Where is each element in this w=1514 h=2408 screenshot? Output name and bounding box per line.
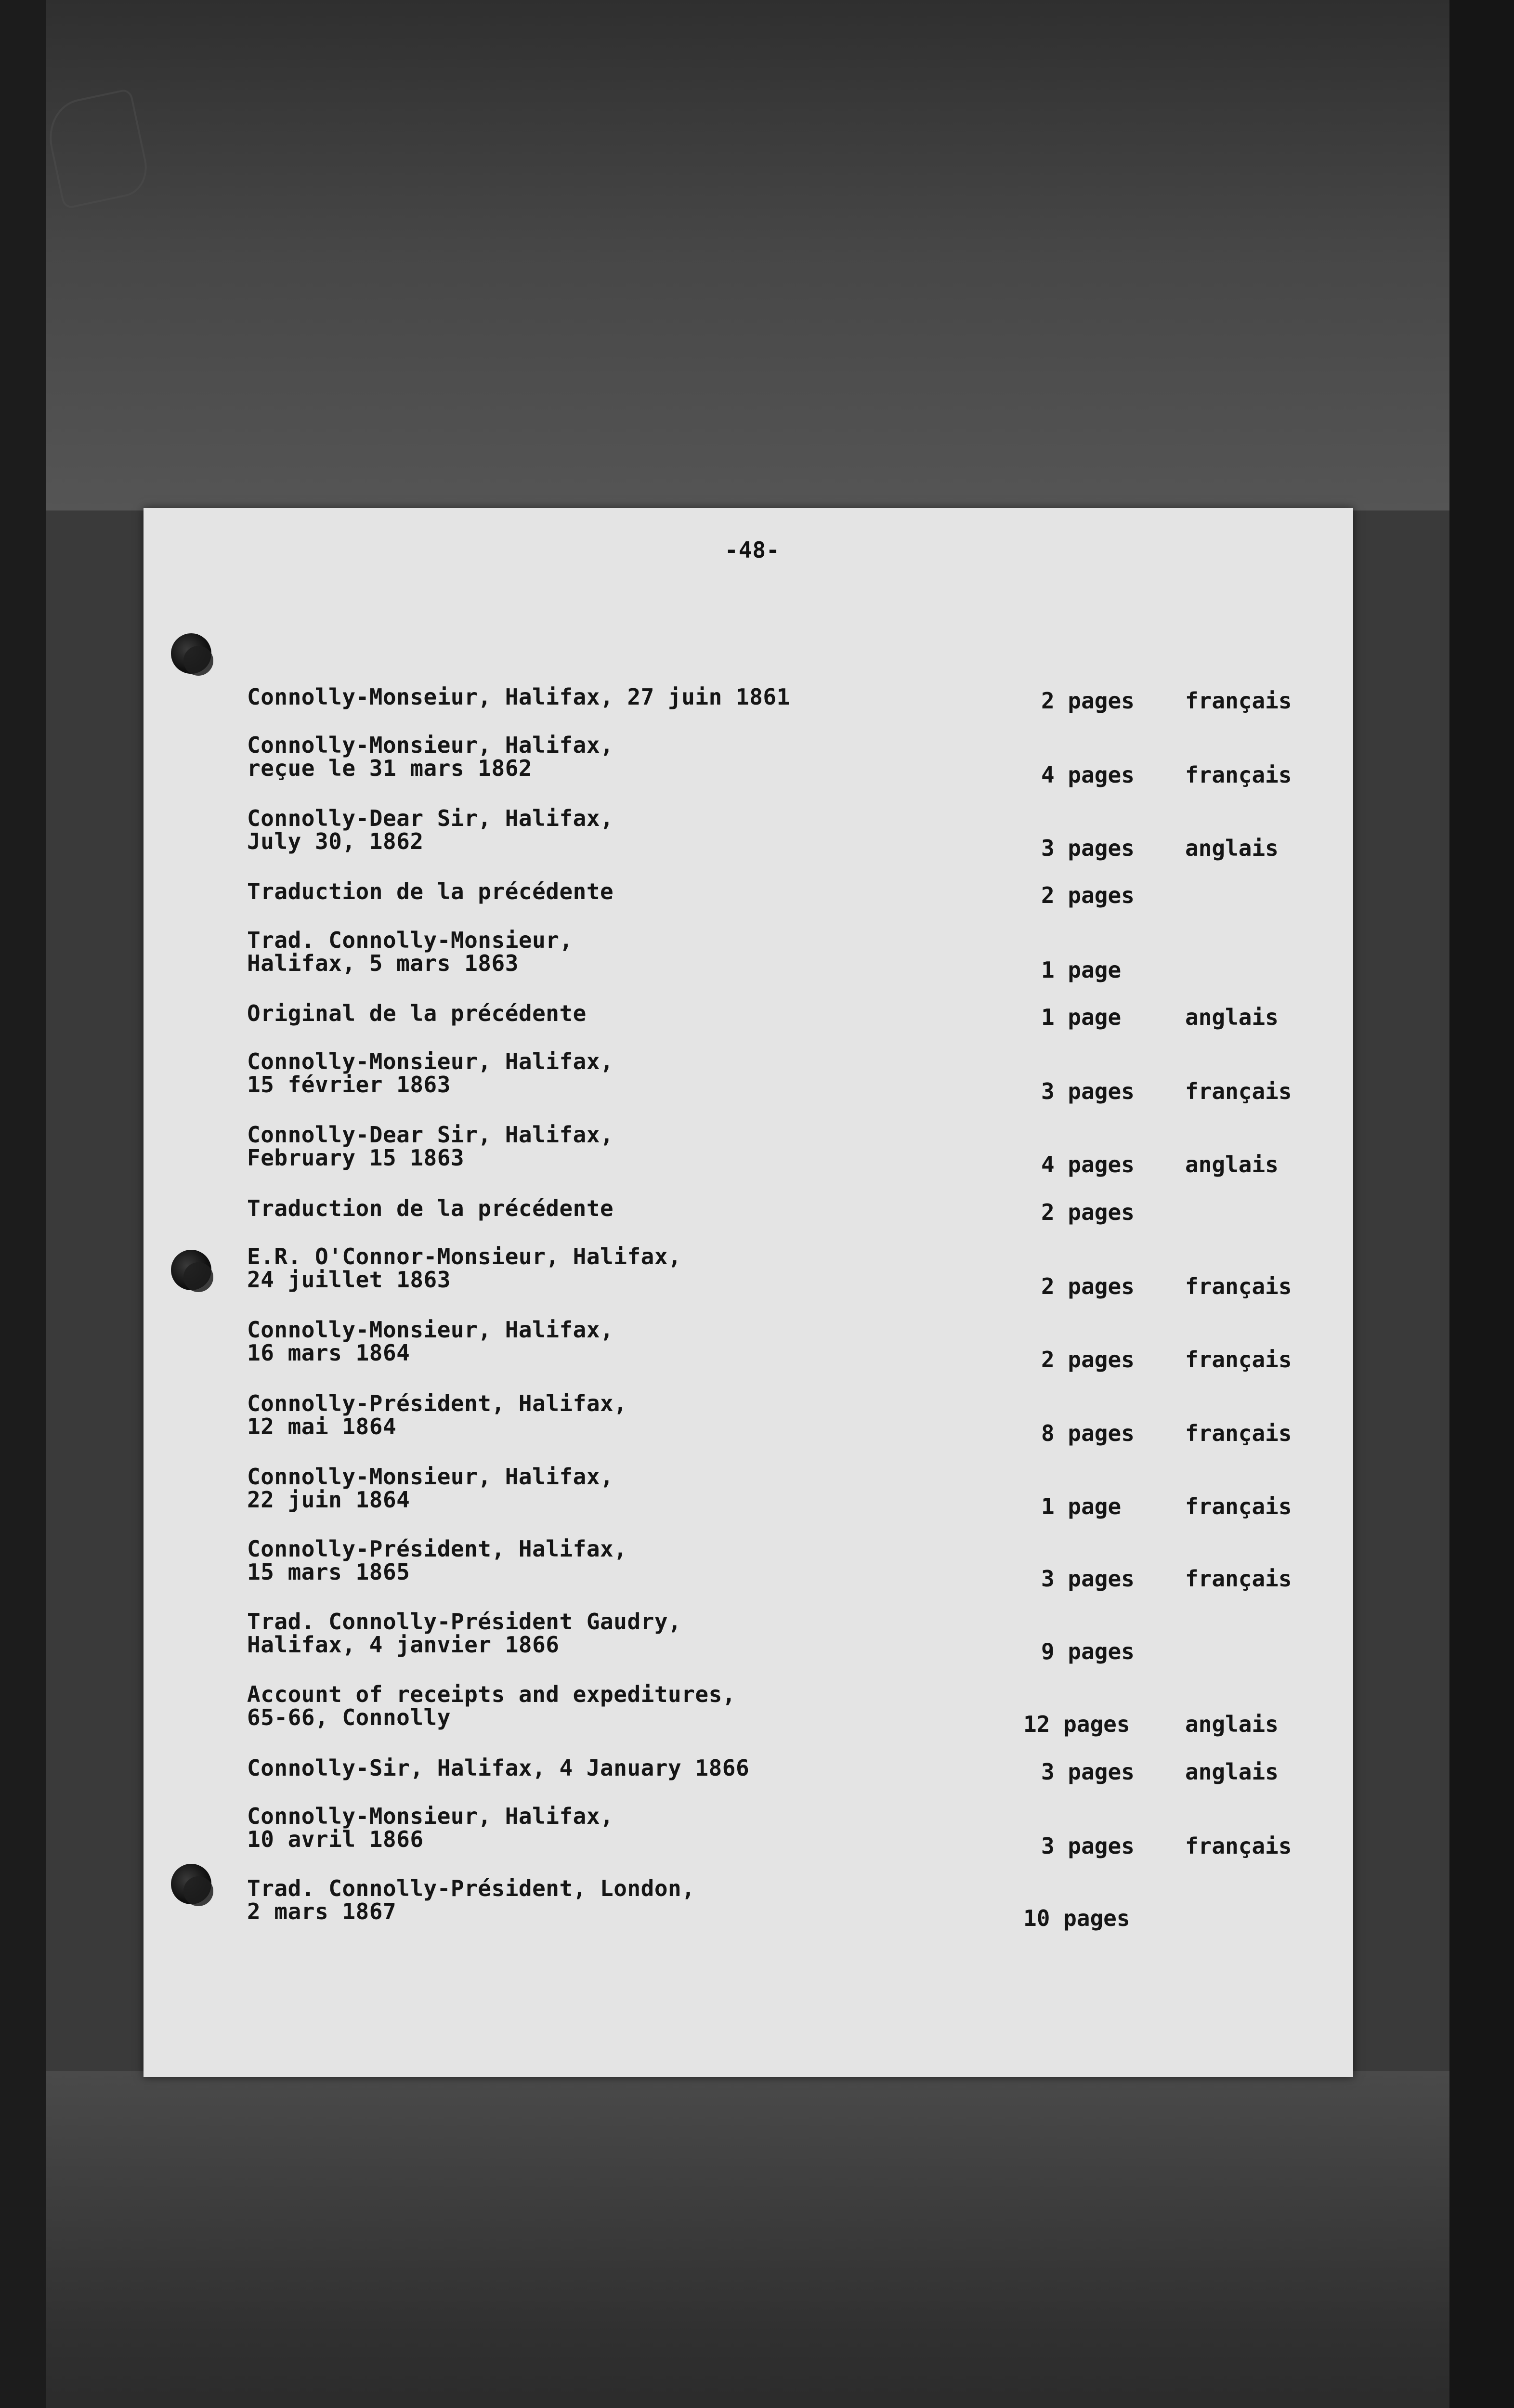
entry-language: français <box>1185 1420 1292 1446</box>
entry-description: Connolly-Dear Sir, Halifax, February 15 1863 <box>247 1122 614 1171</box>
entry-pages: 8 pages <box>1041 1420 1135 1446</box>
entry-description: Account of receipts and expeditures, 65-66, Connolly <box>247 1681 736 1730</box>
entry-language: anglais <box>1185 1152 1279 1178</box>
entry-pages: 3 pages <box>1041 1759 1135 1785</box>
entry-language: anglais <box>1185 1759 1279 1785</box>
entry-pages: 2 pages <box>1041 688 1135 714</box>
entry-pages: 3 pages <box>1041 1078 1135 1104</box>
entry-language: français <box>1185 1493 1292 1519</box>
entry-description: Connolly-Sir, Halifax, 4 January 1866 <box>247 1755 750 1781</box>
entry-language: français <box>1185 1566 1292 1592</box>
punch-hole-middle <box>171 1250 211 1290</box>
entry-language: français <box>1185 1347 1292 1373</box>
entry-language: français <box>1185 1273 1292 1299</box>
entry-pages: 10 pages <box>1023 1905 1130 1931</box>
entry-description: Trad. Connolly-Monsieur, Halifax, 5 mars 1863 <box>247 927 573 976</box>
entry-language: français <box>1185 1833 1292 1859</box>
entry-pages: 4 pages <box>1041 762 1135 788</box>
scan-edge-right <box>1449 0 1514 2408</box>
entry-description: Connolly-Monsieur, Halifax, 16 mars 1864 <box>247 1317 614 1366</box>
entry-description: Connolly-Monsieur, Halifax, 10 avril 1866 <box>247 1803 614 1852</box>
entry-pages: 2 pages <box>1041 882 1135 908</box>
entry-description: Traduction de la précédente <box>247 1195 614 1221</box>
scan-background-top <box>0 0 1514 510</box>
entry-pages: 3 pages <box>1041 1566 1135 1592</box>
entry-description: Original de la précédente <box>247 1000 587 1026</box>
entry-language: français <box>1185 688 1292 714</box>
entry-description: Connolly-Monsieur, Halifax, 15 février 1863 <box>247 1048 614 1098</box>
entry-pages: 2 pages <box>1041 1347 1135 1373</box>
entry-pages: 3 pages <box>1041 835 1135 861</box>
entry-pages: 9 pages <box>1041 1638 1135 1664</box>
entry-pages: 1 page <box>1041 1004 1122 1030</box>
entry-language: français <box>1185 762 1292 788</box>
punch-hole-bottom <box>171 1864 211 1904</box>
entry-description: Connolly-Monsieur, Halifax, reçue le 31 mars 1862 <box>247 732 614 781</box>
entry-pages: 4 pages <box>1041 1152 1135 1178</box>
entry-description: Connolly-Monseiur, Halifax, 27 juin 1861 <box>247 684 790 710</box>
scan-edge-left <box>0 0 46 2408</box>
punch-hole-top <box>171 633 211 674</box>
entry-pages: 2 pages <box>1041 1199 1135 1225</box>
entry-description: Connolly-Dear Sir, Halifax, July 30, 1862 <box>247 805 614 854</box>
entry-pages: 3 pages <box>1041 1833 1135 1859</box>
entry-description: Trad. Connolly-Président, London, 2 mars 1867 <box>247 1875 695 1924</box>
entry-pages: 1 page <box>1041 957 1122 983</box>
entry-pages: 12 pages <box>1023 1711 1130 1737</box>
entry-description: Trad. Connolly-Président Gaudry, Halifax, 4 janvier 1866 <box>247 1609 682 1658</box>
entry-description: E.R. O'Connor-Monsieur, Halifax, 24 juillet 1863 <box>247 1243 682 1293</box>
entry-description: Connolly-Monsieur, Halifax, 22 juin 1864 <box>247 1464 614 1513</box>
entry-language: anglais <box>1185 835 1279 861</box>
entry-pages: 1 page <box>1041 1493 1122 1519</box>
entry-language: anglais <box>1185 1711 1279 1737</box>
page-number: -48- <box>725 537 780 563</box>
entry-description: Connolly-Président, Halifax, 12 mai 1864 <box>247 1390 627 1440</box>
entry-description: Connolly-Président, Halifax, 15 mars 1865 <box>247 1536 627 1585</box>
entry-language: français <box>1185 1078 1292 1104</box>
entry-language: anglais <box>1185 1004 1279 1030</box>
scan-background-bottom <box>0 2071 1514 2408</box>
entry-description: Traduction de la précédente <box>247 878 614 904</box>
entry-pages: 2 pages <box>1041 1273 1135 1299</box>
